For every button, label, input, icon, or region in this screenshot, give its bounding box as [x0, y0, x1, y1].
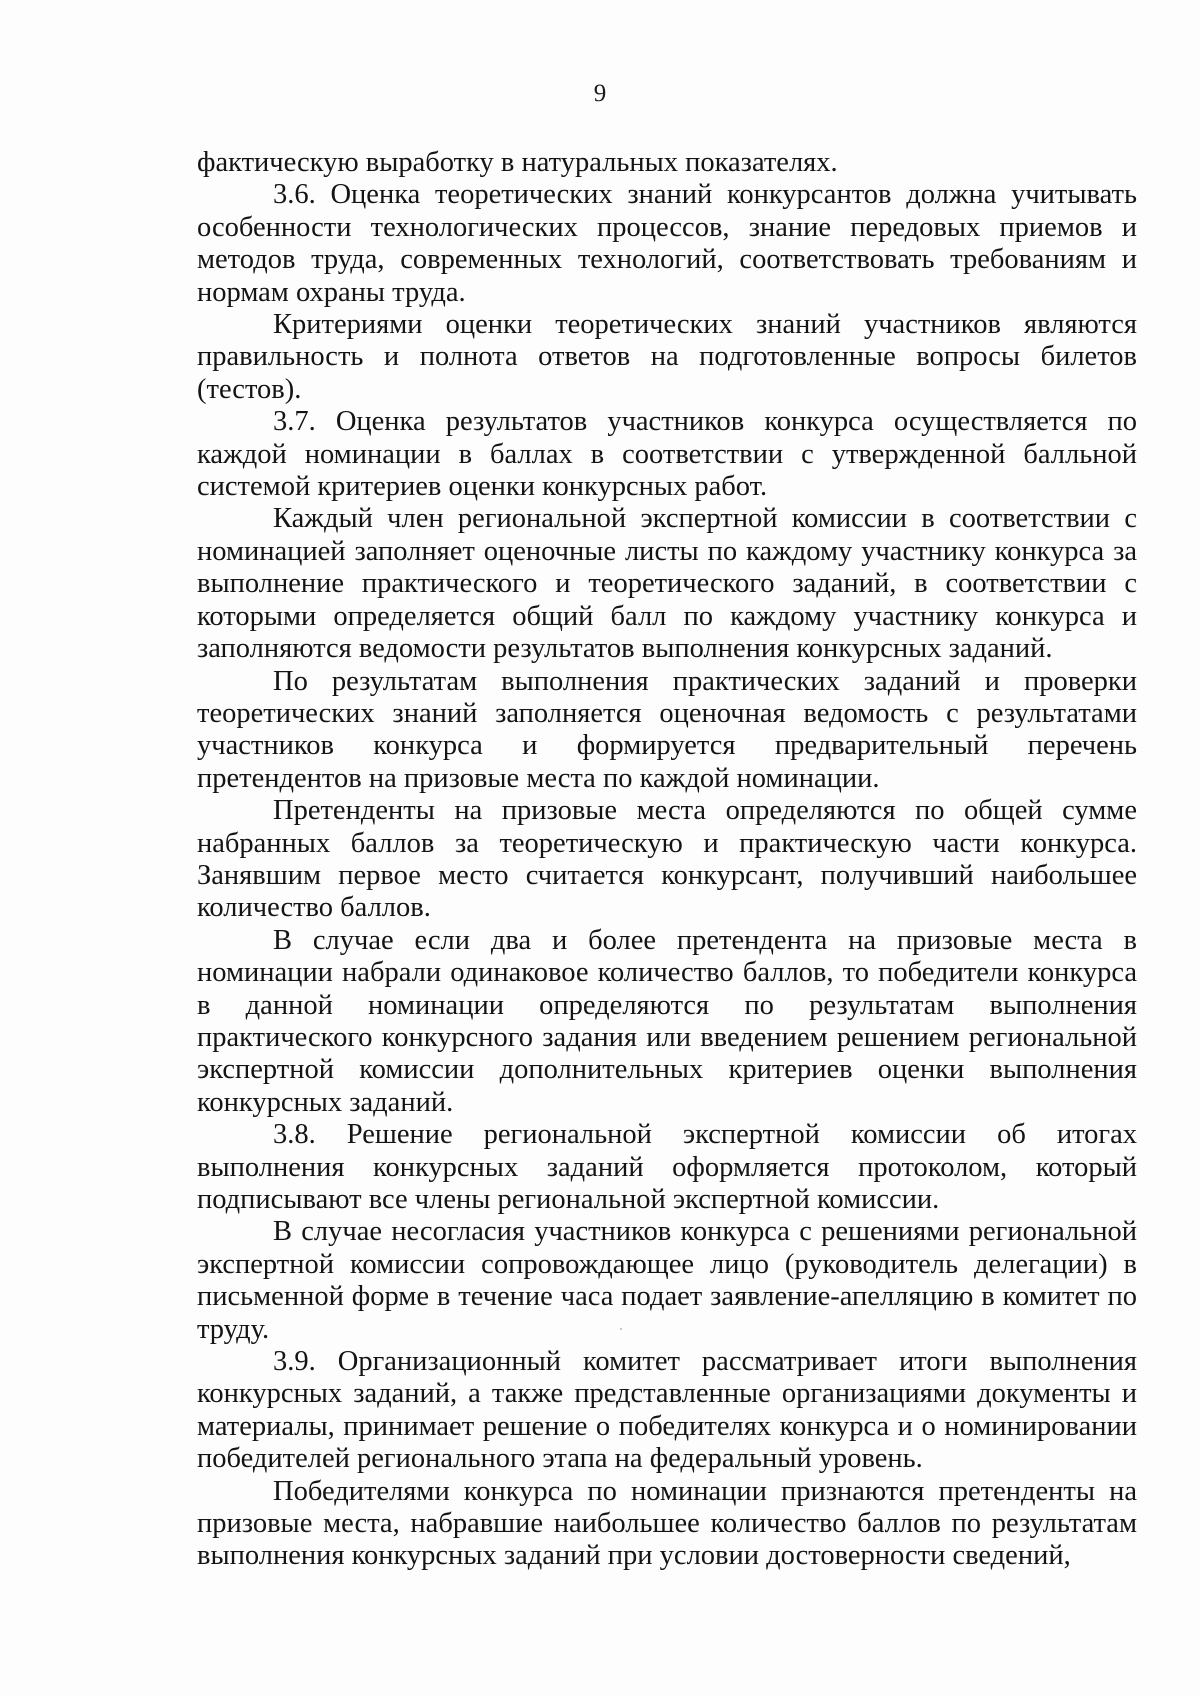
paragraph-3-9: 3.9. Организационный комитет рассматривает итоги выполнения конкурсных заданий, а также представленные организациями документы и материалы, принимает решение о победителях конкурса и о номинировании победителей регионального этапа на федеральный уровень. — [197, 1346, 1137, 1475]
scan-speck — [620, 1328, 622, 1330]
document-body — [197, 147, 1137, 1573]
paragraph-winners: Победителями конкурса по номинации признаются претенденты на призовые места, набравшие наибольшее количество баллов по результатам выполнения конкурсных заданий при условии достоверности сведений, — [197, 1475, 1137, 1572]
page-number: 9 — [593, 80, 607, 107]
paragraph-theory-criteria: Критериями оценки теоретических знаний участников являются правильность и полнота ответов на подготовленные вопросы билетов (тестов). — [197, 309, 1137, 405]
paragraph-prize-contenders: Претенденты на призовые места определяются по общей сумме набранных баллов за теоретическую и практическую части конкурса. Занявшим первое место считается конкурсант, получивший наибольшее количество баллов. — [197, 795, 1137, 924]
paragraph-tie-break: В случае если два и более претендента на призовые места в номинации набрали одинаковое количество баллов, то победители конкурса в данной номинации определяются по результатам выполнения практического конкурсного задания или введением решением региональной экспертной комиссии дополнительных критериев оценки выполнения конкурсных заданий. — [197, 924, 1137, 1118]
paragraph-3-6: 3.6. Оценка теоретических знаний конкурсантов должна учитывать особенности технологических процессов, знание передовых приемов и методов труда, современных технологий, соответствовать требованиям и нормам охраны труда. — [197, 179, 1137, 308]
paragraph-appeal: В случае несогласия участников конкурса с решениями региональной экспертной комиссии сопровождающее лицо (руководитель делегации) в письменной форме в течение часа подает заявление-апелляцию в комитет по труду. — [197, 1216, 1137, 1345]
paragraph-continuation: фактическую выработку в натуральных показателях. — [197, 147, 838, 178]
paragraph-evaluation-sheet: По результатам выполнения практических заданий и проверки теоретических знаний заполняется оценочная ведомость с результатами участников конкурса и формируется предварительный перечень претендентов на призовые места по каждой номинации. — [197, 665, 1137, 794]
paragraph-3-8: 3.8. Решение региональной экспертной комиссии об итогах выполнения конкурсных заданий оформляется протоколом, который подписывают все члены региональной экспертной комиссии. — [197, 1119, 1137, 1215]
paragraph-expert-evaluation: Каждый член региональной экспертной комиссии в соответствии с номинацией заполняет оценочные листы по каждому участнику конкурса за выполнение практического и теоретического заданий, в соответствии с которыми определяется общий балл по каждому участнику конкурса и заполняются ведомости результатов выполнения конкурсных заданий. — [197, 503, 1137, 665]
paragraph-3-7: 3.7. Оценка результатов участников конкурса осуществляется по каждой номинации в баллах в соответствии с утвержденной балльной системой критериев оценки конкурсных работ. — [197, 406, 1137, 503]
